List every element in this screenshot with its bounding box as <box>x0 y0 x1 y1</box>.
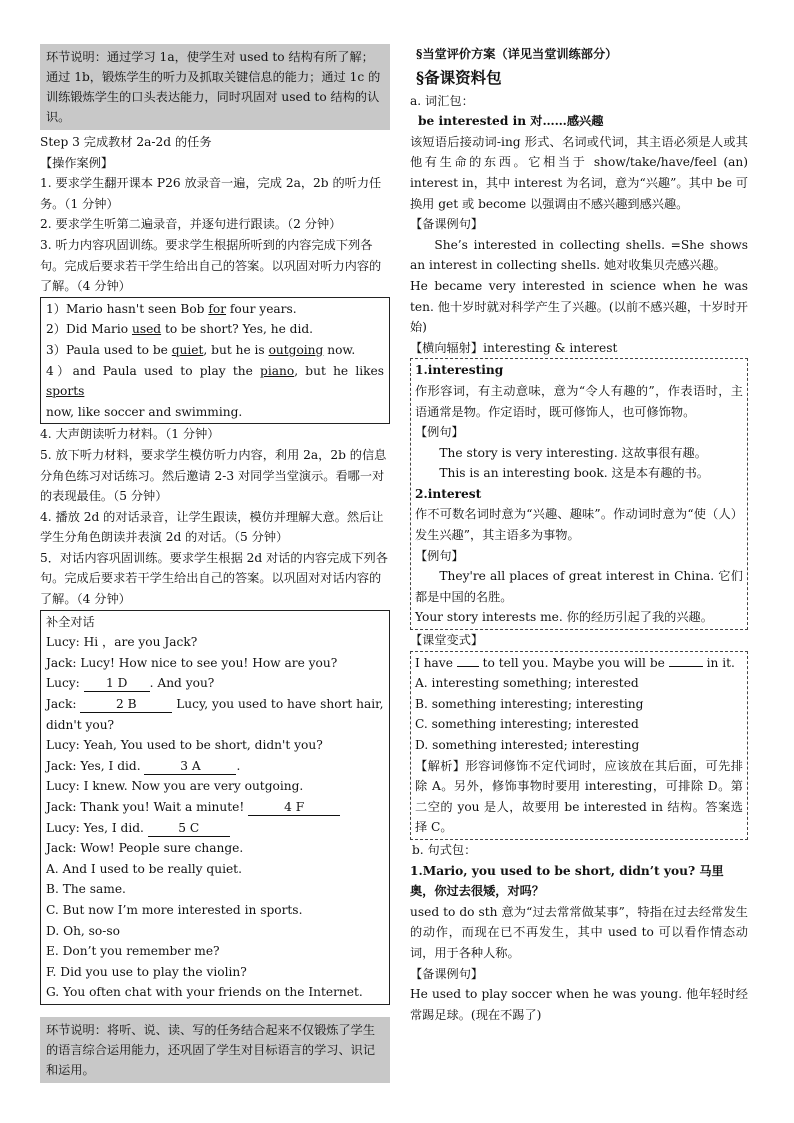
dialogue-line: didn't you? <box>46 717 115 732</box>
example-heading: 【备课例句】 <box>410 217 484 232</box>
option-item: D. Oh, so-so <box>46 923 120 938</box>
exercise-box <box>410 651 748 840</box>
option-item: B. The same. <box>46 882 126 897</box>
word-explanation: 作形容词，有主动意味，意为“令人有趣的”，作表语时，主语通常是物。作定语时，既可修饰人，也可修饰物。 <box>415 383 743 419</box>
dialogue-line: Jack: Yes, I did. 3 A . <box>46 758 241 773</box>
example-heading: 【例句】 <box>415 425 464 440</box>
answer-blank: 2 B <box>80 697 172 713</box>
exercise-option: D. something interested; interesting <box>415 738 640 752</box>
example-heading: 【例句】 <box>415 548 464 563</box>
answer-blank: 5 C <box>148 821 230 837</box>
step3-heading: Step 3 完成教材 2a-2d 的任务 <box>40 135 212 149</box>
box-line: now, like soccer and swimming. <box>46 404 243 419</box>
step-item: 2. 要求学生听第二遍录音，并逐句进行跟读。（2 分钟） <box>40 217 342 232</box>
intro-note: 环节说明：通过学习 1a，使学生对 used to 结构有所了解；通过 1b，锻炼学生的听力及抓取关键信息的能力；通过 1c 的训练锻炼学生的口头表达能力，同时巩固对 used to 结构的认识。 <box>40 44 390 130</box>
exercise-option: A. interesting something; interested <box>415 676 639 691</box>
exercise-analysis: 【解析】形容词修饰不定代词时，应该放在其后面，可先排除 A。另外，修饰事物时要用 interesting，可排除 D。第二空的 you 是人，故要用 be interested in 结构。答案选择 C。 <box>415 758 743 835</box>
exercise-option: C. something interesting; interested <box>415 717 639 732</box>
example-sentence: He became very interested in science when he was ten. 他十岁时就对科学产生了兴趣。(以前不感兴趣，十岁时开始) <box>410 278 748 335</box>
phrase-explanation: 该短语后接动词-ing 形式、名词或代词，其主语必须是人或其他有生命的东西。它相当于 show/take/have/feel (an) interest in，其中 interest 为名词，意为“兴趣”。其中 be 可换用 get 或 become 以强调由不感兴趣到感兴趣。 <box>410 134 748 211</box>
sentence-explanation: used to do sth 意为“过去常常做某事”，特指在过去经常发生的动作，而现在已不再发生，其中 used to 可以看作情态动词，用于各种人称。 <box>410 904 748 960</box>
step-item: 3. 听力内容巩固训练。要求学生根据所听到的内容完成下列各句。完成后要求若干学生给出自己的答案。以巩固对听力内容的了解。（4 分钟） <box>40 237 382 294</box>
dialogue-line: Jack: Wow! People sure change. <box>46 841 244 856</box>
right-column <box>410 44 748 1025</box>
option-item: G. You often chat with your friends on the Internet. <box>46 985 363 1000</box>
example-sentence: He used to play soccer when he was young. 他年轻时经常踢足球。(现在不踢了) <box>410 987 748 1022</box>
example-sentence: The story is very interesting. 这故事很有趣。 <box>439 445 707 460</box>
answer-blank: 1 D <box>84 676 150 692</box>
word-explanation: 作不可数名词时意为“兴趣、趣味”。作动词时意为“使（人）发生兴趣”，其主语多为事物。 <box>415 507 743 543</box>
dialogue-box <box>40 610 390 1005</box>
dialogue-title: 补全对话 <box>46 614 95 629</box>
option-item: C. But now I’m more interested in sports. <box>46 902 303 917</box>
answer-blank: 3 A <box>144 759 236 775</box>
box-line: 1）Mario hasn't seen Bob for four years. <box>46 301 297 316</box>
exercise-option: B. something interesting; interesting <box>415 696 644 711</box>
eval-heading: §当堂评价方案（详见当堂训练部分） <box>416 47 618 61</box>
example-sentence: This is an interesting book. 这是本有趣的书。 <box>439 466 709 481</box>
dialogue-line: Lucy: Yes, I did. 5 C <box>46 818 384 839</box>
example-heading: 【备课例句】 <box>410 966 484 981</box>
dialogue-line: Lucy: Yeah, You used to be short, didn't you? <box>46 738 323 753</box>
option-item: F. Did you use to play the violin? <box>46 964 247 979</box>
case-heading: 【操作案例】 <box>40 155 114 170</box>
step-item: 4. 大声朗读听力材料。（1 分钟） <box>40 427 220 442</box>
example-sentence: Your story interests me. 你的经历引起了我的兴趣。 <box>415 610 713 625</box>
example-sentence: She’s interested in collecting shells. =She shows an interest in collecting shells. 她对收集贝壳感兴趣。 <box>410 237 748 273</box>
radiate-heading: 【横向辐射】interesting & interest <box>410 340 618 355</box>
sentence-pattern: 1.Mario, you used to be short, didn’t you? 马里奥，你过去很矮，对吗？ <box>410 863 724 899</box>
dialogue-line: Jack: Thank you! Wait a minute! 4 F <box>46 797 384 818</box>
resources-heading: §备课资料包 <box>416 67 502 87</box>
phrase-heading: be interested in 对……感兴趣 <box>418 114 604 129</box>
box-line: 4）and Paula used to play the piano, but he likes sports <box>46 363 384 399</box>
box-line: 3）Paula used to be quiet, but he is outgoing now. <box>46 342 356 357</box>
answer-blank: 4 F <box>248 800 340 816</box>
word-comparison-box <box>410 358 748 630</box>
option-item: E. Don’t you remember me? <box>46 944 220 959</box>
listening-answer-box <box>40 297 390 425</box>
step-item: 5. 放下听力材料，要求学生模仿听力内容，利用 2a，2b 的信息分角色练习对话练习。然后邀请 2-3 对同学当堂演示。看哪一对的表现最佳。（5 分钟） <box>40 447 387 504</box>
variant-heading: 【课堂变式】 <box>410 633 484 648</box>
exercise-question: I have to tell you. Maybe you will be in it. <box>415 655 735 670</box>
box-line: 2）Did Mario used to be short? Yes, he did. <box>46 322 314 337</box>
outro-note: 环节说明：将听、说、读、写的任务结合起来不仅锻炼了学生的语言综合运用能力，还巩固了学生对目标语言的学习、识记和运用。 <box>40 1017 390 1083</box>
option-item: A. And I used to be really quiet. <box>46 861 242 876</box>
dialogue-line: Lucy: I knew. Now you are very outgoing. <box>46 779 304 794</box>
dialogue-line: Jack: 2 B Lucy, you used to have short hair, <box>46 697 384 712</box>
vocab-heading: a. 词汇包： <box>410 93 474 108</box>
dialogue-line: Jack: Lucy! How nice to see you! How are you? <box>46 655 338 670</box>
left-column <box>40 44 390 1083</box>
word-heading: 2.interest <box>415 486 482 501</box>
step-item: 5．对话内容巩固训练。要求学生根据 2d 对话的内容完成下列各句。完成后要求若干学生给出自己的答案。以巩固对对话内容的了解。（4 分钟） <box>40 550 388 607</box>
example-sentence: They're all places of great interest in China. 它们都是中国的名胜。 <box>415 569 743 604</box>
sentence-heading: b. 句式包： <box>412 842 477 857</box>
step-item: 1. 要求学生翻开课本 P26 放录音一遍，完成 2a，2b 的听力任务。（1 分钟） <box>40 176 382 211</box>
step-item: 4. 播放 2d 的对话录音，让学生跟读，模仿并理解大意。然后让学生分角色朗读并表演 2d 的对话。（5 分钟） <box>40 509 384 545</box>
word-heading: 1.interesting <box>415 363 504 378</box>
dialogue-line: Lucy: Hi ，are you Jack? <box>46 635 198 650</box>
dialogue-line: Lucy: 1 D . And you? <box>46 676 215 691</box>
